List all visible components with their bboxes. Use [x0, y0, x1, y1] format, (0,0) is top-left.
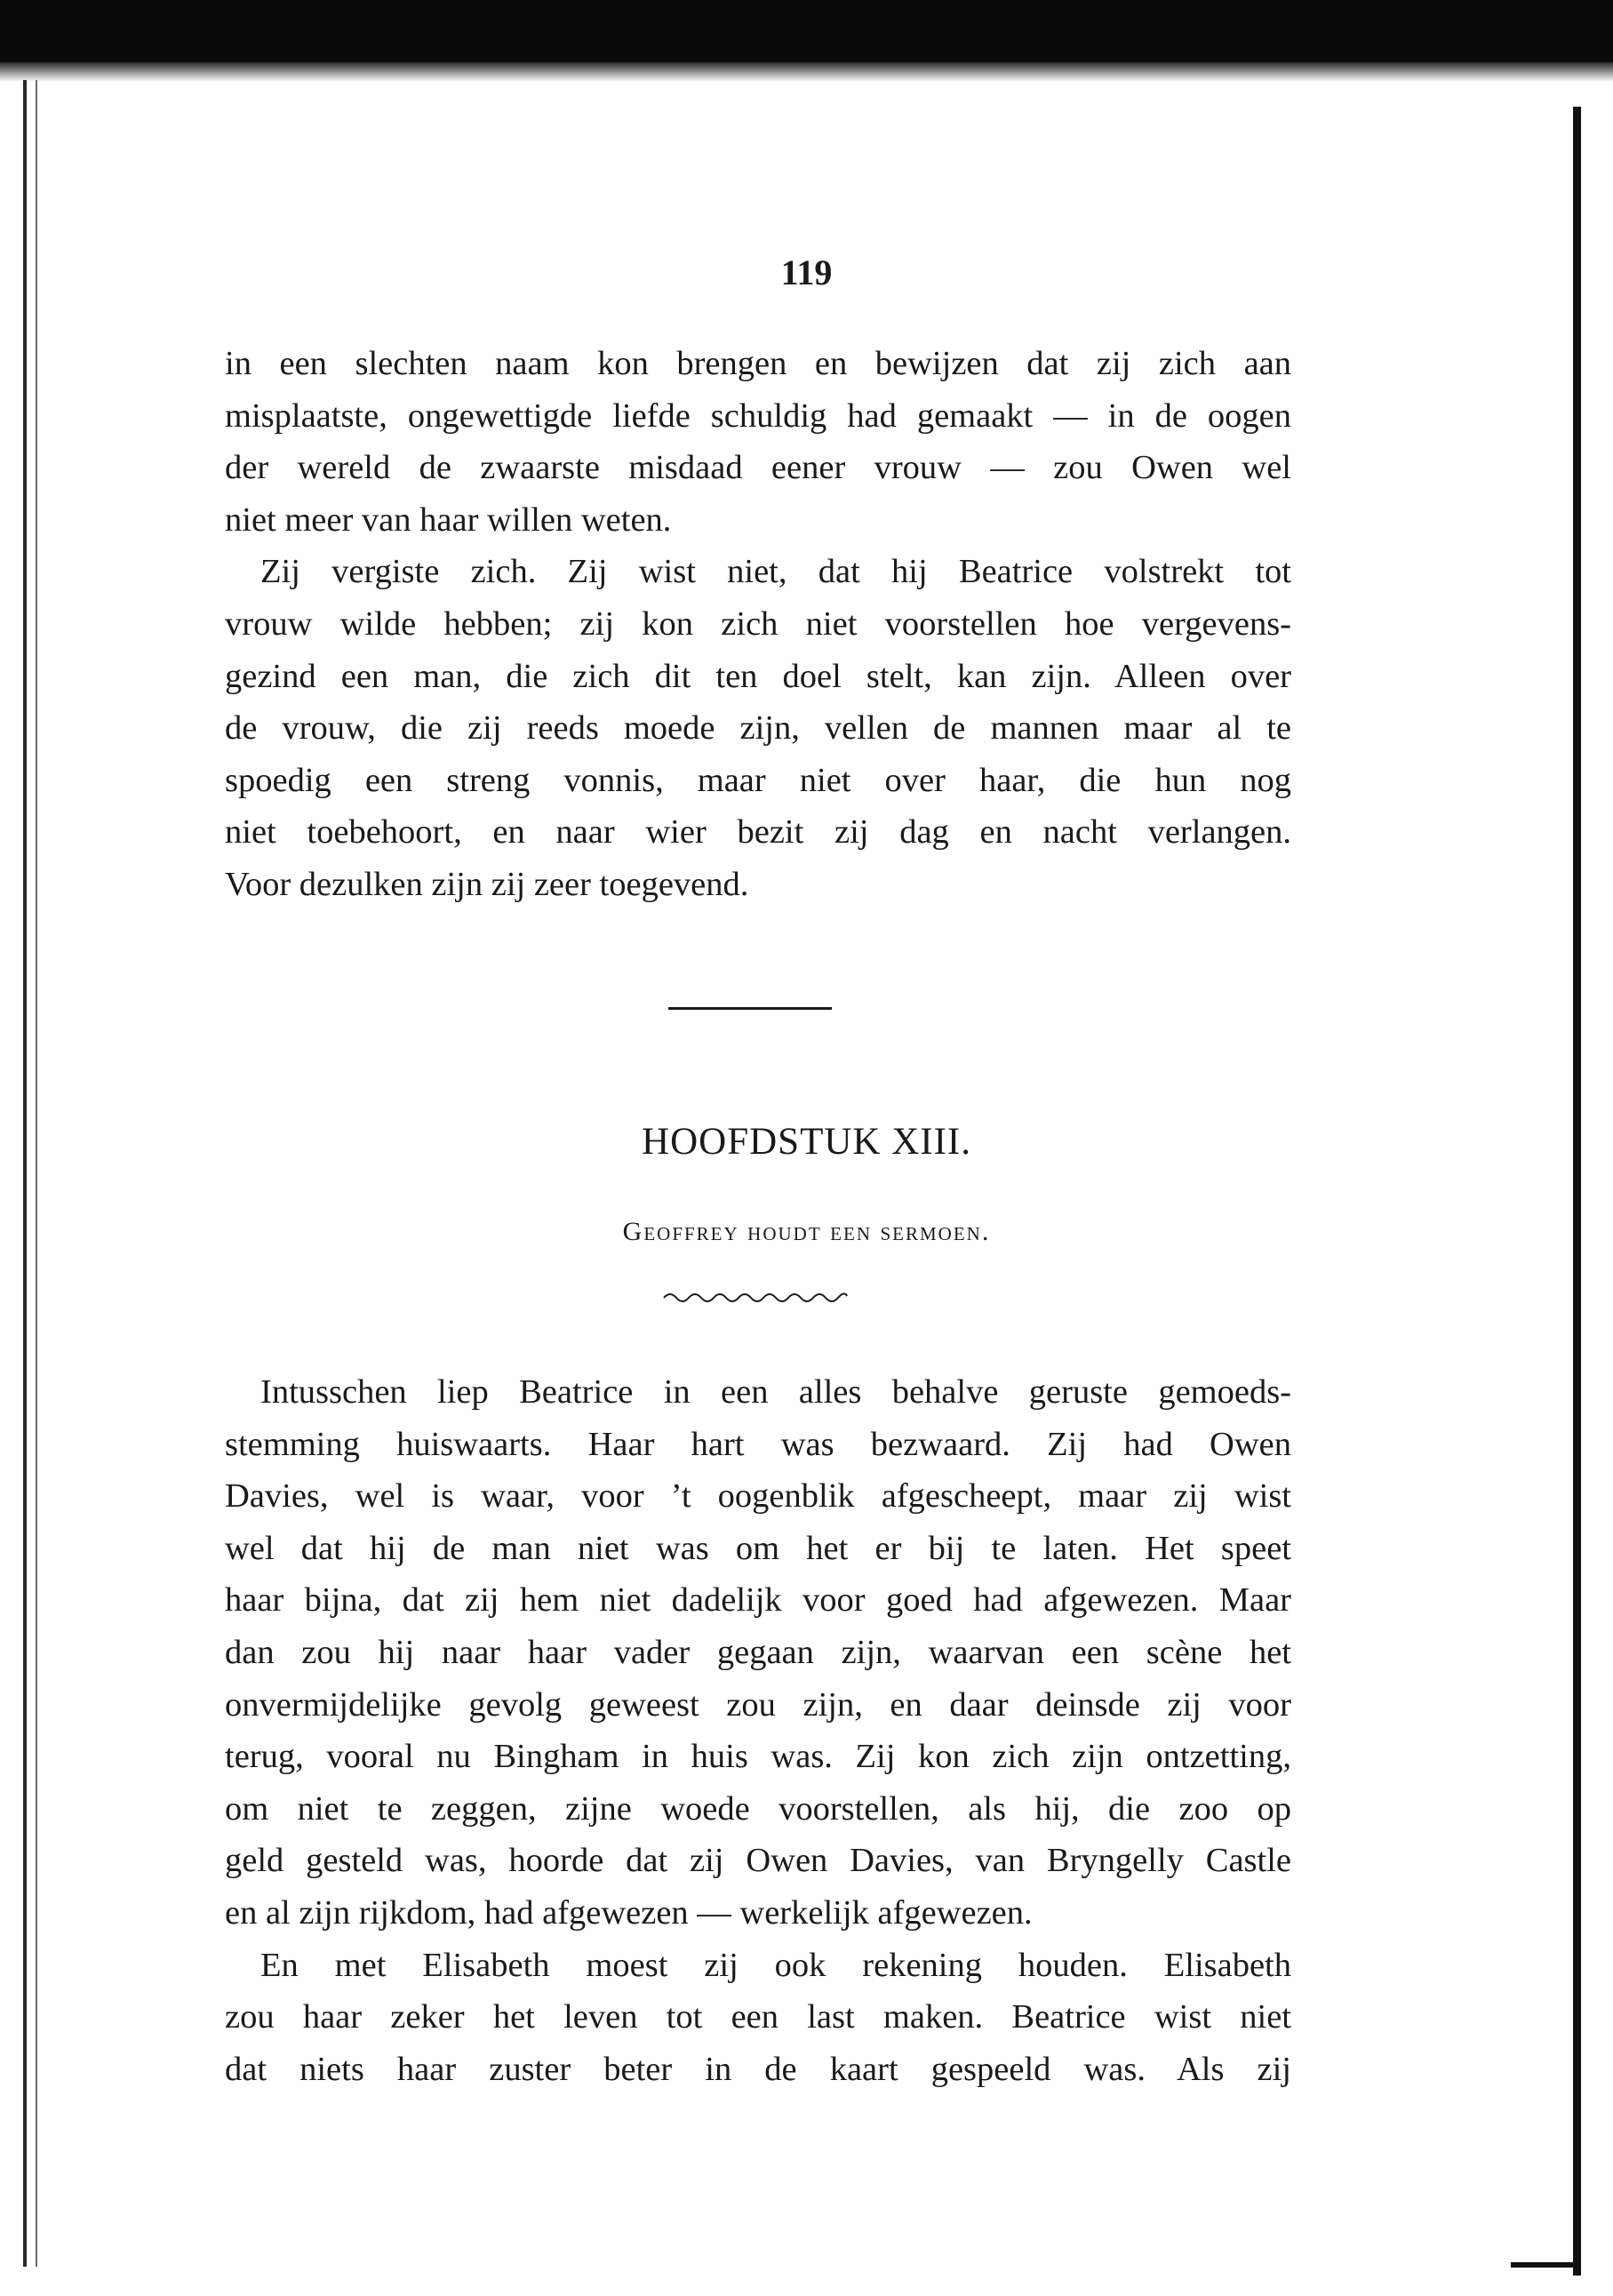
- text-line: der wereld de zwaarste misdaad eener vrouw — zou Owen wel: [225, 449, 1291, 487]
- text-block-before-chapter: [225, 338, 1291, 911]
- text-line: zou haar zeker het leven tot een last maken. Beatrice wist niet: [225, 1998, 1291, 2036]
- scan-border-top: [0, 0, 1613, 62]
- text-line: onvermijdelijke gevolg geweest zou zijn, en daar deinsde zij voor: [225, 1685, 1291, 1724]
- text-line: haar bijna, dat zij hem niet dadelijk voor goed had afgewezen. Maar: [225, 1581, 1291, 1620]
- wavy-ornament-icon: [662, 1289, 849, 1307]
- scan-binding-edge: [23, 80, 27, 2267]
- text-line: Intusschen liep Beatrice in een alles behalve geruste gemoeds-: [260, 1373, 1291, 1411]
- scan-binding-edge-inner: [36, 80, 37, 2267]
- text-line: wel dat hij de man niet was om het er bij te laten. Het speet: [225, 1529, 1291, 1567]
- text-line: en al zijn rijkdom, had afgewezen — werkelijk afgewezen.: [225, 1893, 1033, 1932]
- text-line: gezind een man, die zich dit ten doel stelt, kan zijn. Alleen over: [225, 657, 1291, 695]
- text-line: Zij vergiste zich. Zij wist niet, dat hij Beatrice volstrekt tot: [260, 553, 1291, 591]
- chapter-title: HOOFDSTUK XIII.: [642, 1121, 971, 1163]
- scan-shadow-top: [0, 62, 1613, 82]
- text-line: Voor dezulken zijn zij zeer toegevend.: [225, 865, 749, 903]
- text-line: Davies, wel is waar, voor ’t oogenblik afgescheept, maar zij wist: [225, 1477, 1291, 1516]
- text-line: vrouw wilde hebben; zij kon zich niet voorstellen hoe vergevens-: [225, 604, 1291, 643]
- text-line: niet meer van haar willen weten.: [225, 500, 672, 539]
- text-line: om niet te zeggen, zijne woede voorstellen, als hij, die zoo op: [225, 1789, 1291, 1828]
- text-line: terug, vooral nu Bingham in huis was. Zij kon zich zijn ontzetting,: [225, 1738, 1291, 1776]
- text-line: stemming huiswaarts. Haar hart was bezwaard. Zij had Owen: [225, 1425, 1291, 1463]
- text-line: dan zou hij naar haar vader gegaan zijn, waarvan een scène het: [225, 1633, 1291, 1671]
- text-line: spoedig een streng vonnis, maar niet over haar, die hun nog: [225, 761, 1291, 799]
- text-line: geld gesteld was, hoorde dat zij Owen Davies, van Bryngelly Castle: [225, 1842, 1291, 1880]
- scan-border-bottom-corner: [1511, 2262, 1581, 2268]
- text-line: misplaatste, ongewettigde liefde schuldig had gemaakt — in de oogen: [225, 396, 1291, 435]
- scan-border-right: [1573, 107, 1581, 2276]
- text-block-chapter-body: [225, 1366, 1291, 2095]
- text-line: in een slechten naam kon brengen en bewijzen dat zij zich aan: [225, 345, 1291, 382]
- chapter-subtitle: Geoffrey houdt een sermoen.: [622, 1217, 991, 1246]
- text-line: niet toebehoort, en naar wier bezit zij dag en nacht verlangen.: [225, 813, 1291, 852]
- text-line: En met Elisabeth moest zij ook rekening houden. Elisabeth: [260, 1946, 1291, 1984]
- text-line: de vrouw, die zij reeds moede zijn, vellen de mannen maar al te: [225, 709, 1291, 748]
- page-number: 119: [780, 252, 833, 292]
- section-divider-rule: [668, 1007, 832, 1010]
- text-line: dat niets haar zuster beter in de kaart gespeeld was. Als zij: [225, 2050, 1291, 2088]
